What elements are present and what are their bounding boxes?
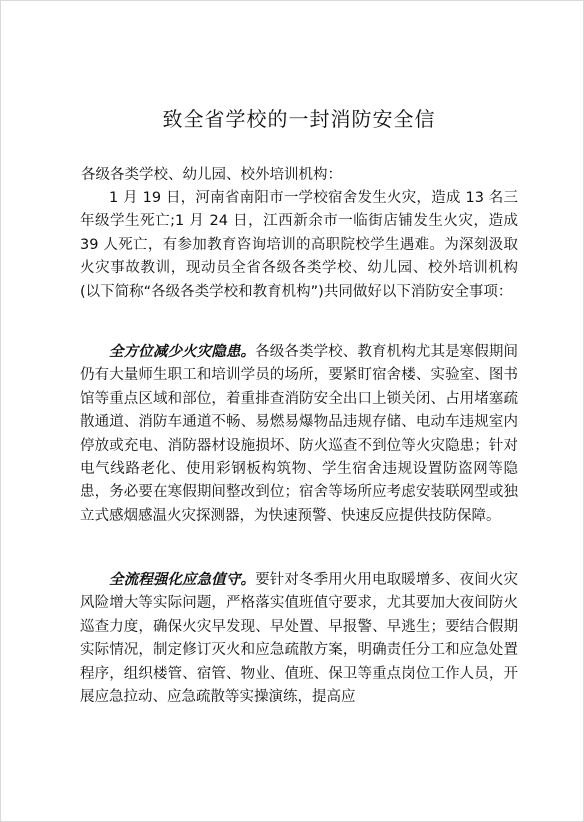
letter-title: 致全省学校的一封消防安全信: [162, 107, 436, 131]
paragraph-emergency-duty: [80, 568, 518, 709]
paragraph-emergency-duty-text: 要针对冬季用火用电取暖增多、夜间火灾风险增大等实际问题，严格落实值班值守要求，尤其要加大夜间防火巡查力度，确保火灾早发现、早处置、早报警、早逃生；要结合假期实际情况，制定修订灭火和应急疏散方案，明确责任分工和应急处置程序，组织楼管、宿管、物业、值班、保卫等重点岗位工作人员，开展应急拉动、应急疏散等实操演练，提高应: [80, 572, 519, 706]
salutation: 各级各类学校、幼儿园、校外培训机构：: [81, 167, 342, 183]
paragraph-intro: [80, 187, 518, 304]
paragraph-hazard-reduction: [80, 340, 518, 528]
paragraph-emergency-duty-heading: 全流程强化应急值守。: [109, 571, 256, 588]
paragraph-intro-text: 1 月 19 日，河南省南阳市一学校宿舍发生火灾，造成 13 名三年级学生死亡;1 月 24 日，江西新余市一临街店铺发生火灾，造成 39 人死亡，有参加教育咨询培训的高职院校学生遇难。为深刻汲取火灾事故教训，现动员全省各级各类学校、幼儿园、校外培训机构(以下简称“各级各类学校和教育机构”)共同做好以下消防安全事项：: [80, 190, 518, 300]
paragraph-hazard-reduction-heading: 全方位减少火灾隐患。: [109, 343, 256, 360]
paragraph-hazard-reduction-text: 各级各类学校、教育机构尤其是寒假期间仍有大量师生职工和培训学员的场所，要紧盯宿舍楼、实验室、图书馆等重点区域和部位，着重排查消防安全出口上锁关闭、占用堵塞疏散通道、消防车通道不畅、易燃易爆物品违规存储、电动车违规室内停放或充电、消防器材设施损坏、防火巡查不到位等火灾隐患；针对电气线路老化、使用彩钢板构筑物、学生宿舍违规设置防盗网等隐患，务必要在寒假期间整改到位；宿舍等场所应考虑安装联网型或独立式感烟感温火灾探测器，为快速预警、快速反应提供技防保障。: [80, 344, 519, 524]
